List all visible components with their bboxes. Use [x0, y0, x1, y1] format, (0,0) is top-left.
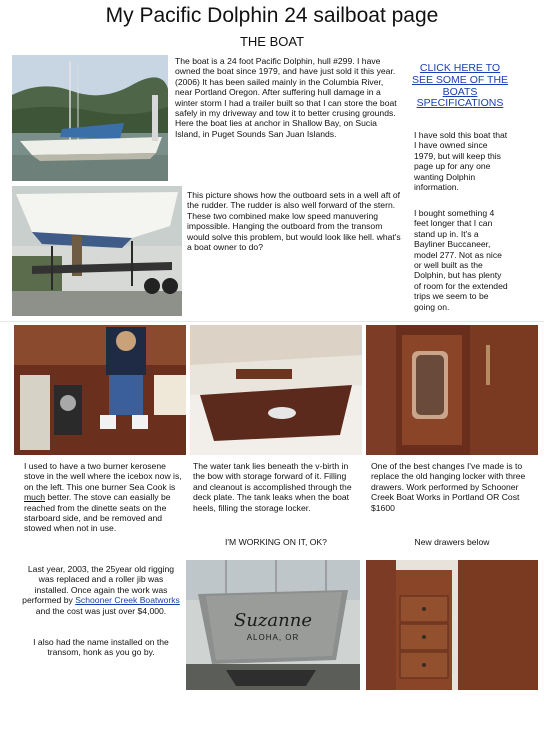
rigging-text-part1: Last year, 2003, the 25year old rigging was replaced and a roller jib was installed. Once again the work was performed by — [22, 564, 175, 606]
v-berth-photo — [190, 325, 362, 455]
locker-text: One of the best changes I've made is to replace the old hanging locker with three drawers. Work performed by Schooner Creek Boat Works in Portland OR Cost $1600 — [371, 461, 526, 513]
rigging-text — [22, 564, 180, 616]
drawers-caption: New drawers below — [414, 537, 490, 547]
new-boat-note: I bought something 4 feet longer that I can stand up in. It's a Bayliner Buccaneer, model 277. Not as nice or well built as the Dolphin, but has plenty of room for the extended trips we seem to be going on. — [414, 208, 508, 312]
boat-on-trailer-photo — [12, 186, 182, 316]
name-note: I also had the name installed on the transom, honk as you go by. — [33, 637, 169, 658]
specs-link[interactable] — [408, 63, 512, 110]
specs-link-label[interactable]: CLICK HERE TO SEE SOME OF THE BOATS SPECIFICATIONS — [411, 62, 509, 110]
transom-photo — [186, 560, 360, 690]
section-divider — [0, 321, 544, 322]
intro-text: The boat is a 24 foot Pacific Dolphin, hull #299. I have owned the boat since 1979, and have just sold it this year. (2006) It has been sailed mainly in the Columbia River, near Portland Oregon. After suffering hull damage in a winter storm I had a trailer built so that I can store the boat safely in my driveway and tow it to better crusing grounds. Here the boat lies at anchor in Shallow Bay, on Sucia Island, in Puget Sounds San Juan Islands. — [175, 56, 397, 139]
water-tank-text: The water tank lies beneath the v-birth in the bow with storage forward of it. Filling and cleanout is accomplished through the deck plate. The tank leaks when the boat heels, filling the storage locker. — [193, 461, 352, 513]
transom-home-port: ALOHA, OR — [246, 633, 300, 642]
new-drawers-photo — [366, 560, 538, 690]
working-note: I'M WORKING ON IT, OK? — [225, 537, 327, 547]
stove-text-emphasis: much — [24, 492, 46, 503]
outboard-text: This picture shows how the outboard sets in a well aft of the rudder. The rudder is also well forward of the stern. These two combined make low speed manuvering impossible. Hanging the outboard from the transom would solve this problem, but would look like hell. what's a boat owner to do? — [187, 190, 401, 253]
stove-text-part1: I used to have a two burner kerosene stove in the well where the icebox now is, on the left. This one burner Sea Cook is — [24, 461, 182, 492]
rigging-text-part2: and the cost was just over $4,000. — [35, 605, 167, 616]
section-title: THE BOAT — [239, 34, 305, 49]
page-title: My Pacific Dolphin 24 sailboat page — [105, 4, 439, 27]
cabin-stove-photo — [14, 325, 186, 455]
schooner-creek-link[interactable]: Schooner Creek Boatworks — [75, 595, 180, 606]
hanging-locker-photo — [366, 325, 538, 455]
transom-boat-name: Suzanne — [234, 610, 312, 631]
boat-at-anchor-photo — [12, 55, 168, 181]
stove-text — [24, 461, 184, 534]
stove-text-part2: better. The stove can easially be reached from the dinette seats on the starboard side, and be removed and stowed when not in use. — [24, 492, 171, 534]
sold-note: I have sold this boat that I have owned since 1979, but will keep this page up for any one wanting Dolphin information. — [414, 130, 508, 193]
